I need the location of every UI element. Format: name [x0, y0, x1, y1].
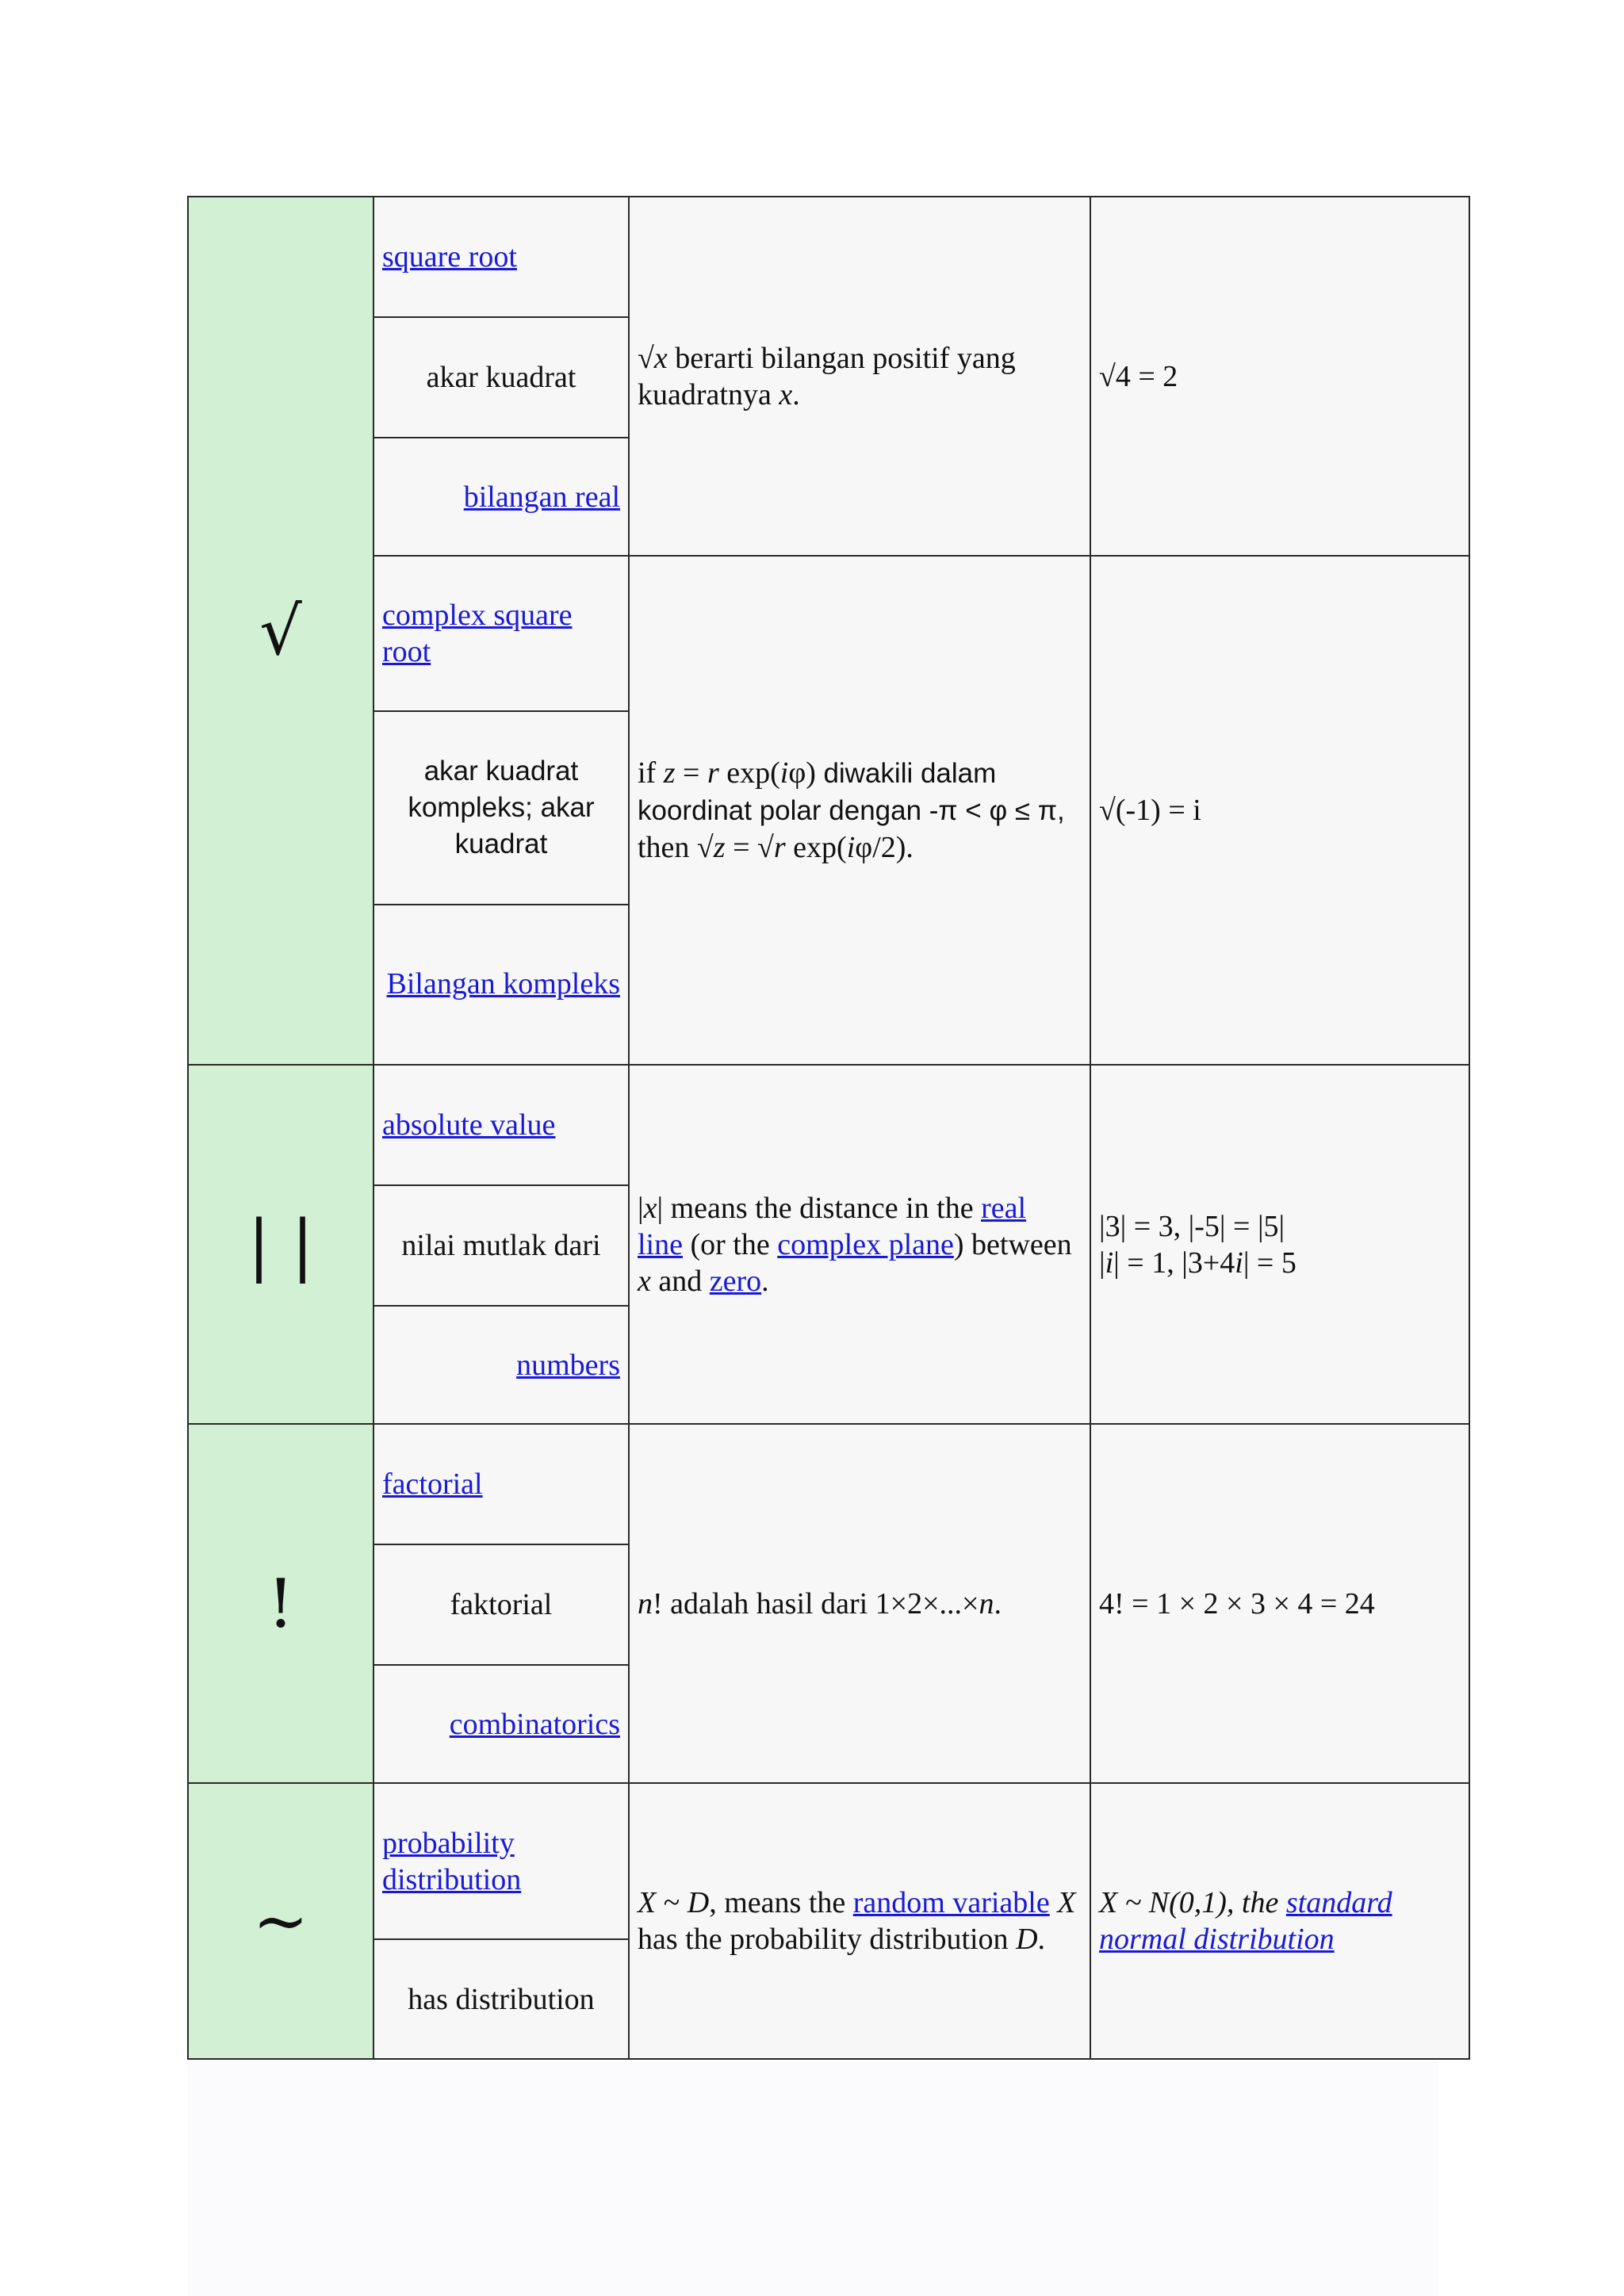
desc-var: z [713, 831, 726, 864]
names-cell [373, 1424, 629, 1783]
link-real-line[interactable]: real line [638, 1191, 1027, 1261]
desc-text: ~ [656, 1886, 688, 1919]
desc-text: exp( [718, 756, 780, 790]
link-numbers[interactable]: numbers [516, 1348, 620, 1382]
link-random-variable[interactable]: random variable [852, 1886, 1050, 1919]
desc-text: . [1037, 1923, 1046, 1956]
desc-var: r [773, 831, 786, 864]
desc-var: n [979, 1586, 994, 1621]
desc-text: then √ [638, 831, 714, 864]
link-factorial[interactable]: factorial [382, 1468, 483, 1501]
desc-text: ! adalah hasil dari 1×2×...× [653, 1586, 979, 1621]
link-square-root[interactable]: square root [382, 240, 517, 274]
indonesian-name-cell: akar kuadrat kompleks; akar kuadrat [374, 712, 628, 905]
desc-text: . [994, 1586, 1002, 1621]
example-var: i [1235, 1246, 1243, 1280]
example-line [1099, 1245, 1461, 1281]
example-text: | = 1, |3+4 [1113, 1246, 1235, 1280]
math-symbols-table [187, 196, 1470, 2060]
page-background [187, 2061, 1438, 2296]
desc-text: φ) [788, 756, 824, 790]
desc-text: . [761, 1264, 769, 1298]
desc-text: | [638, 1191, 644, 1225]
desc-text: if [638, 756, 664, 790]
table-row [188, 556, 1469, 1065]
names-cell [373, 1783, 629, 2059]
example-cell: √4 = 2 [1090, 197, 1469, 556]
desc-text: = [675, 756, 707, 790]
desc-var: i [846, 831, 856, 864]
desc-var: x [779, 377, 793, 411]
indonesian-name-cell: faktorial [374, 1545, 628, 1666]
english-name-cell [374, 1425, 628, 1545]
link-absolute-value[interactable]: absolute value [382, 1108, 556, 1142]
desc-text: = √ [725, 831, 774, 864]
example-text: X ~ N(0,1), the [1099, 1886, 1286, 1919]
category-cell [374, 1307, 628, 1423]
desc-text: has the probability distribution [638, 1923, 1017, 1956]
desc-text [1050, 1886, 1058, 1919]
example-var: i [1105, 1246, 1114, 1280]
category-cell [374, 438, 628, 555]
names-cell [373, 197, 629, 556]
symbol-cell-absolute: | | [188, 1065, 373, 1424]
desc-var: z [663, 756, 676, 790]
example-text: | [1099, 1246, 1105, 1280]
description-cell [629, 1424, 1090, 1783]
desc-text: φ/2). [855, 831, 914, 864]
example-cell [1090, 1065, 1469, 1424]
desc-var: x [638, 1264, 651, 1298]
link-combinatorics[interactable]: combinatorics [449, 1707, 620, 1741]
desc-var: D [687, 1886, 710, 1919]
desc-var: n [638, 1586, 653, 1621]
desc-text: berarti bilangan positif yang kuadratnya [638, 341, 1016, 411]
indonesian-name-cell: has distribution [408, 1982, 595, 2016]
category-cell [374, 905, 628, 1062]
names-cell [373, 1065, 629, 1424]
desc-var: r [707, 756, 719, 790]
category-cell [374, 1666, 628, 1782]
desc-text: diwakili dalam koordinat polar dengan -π < φ ≤ π, [638, 758, 1065, 826]
english-name-cell [374, 197, 628, 318]
english-name-cell [374, 1066, 628, 1186]
link-zero[interactable]: zero [709, 1264, 762, 1298]
desc-text: exp( [785, 831, 847, 864]
example-cell: √(-1) = i [1090, 556, 1469, 1065]
description-cell [629, 197, 1090, 556]
table-row [188, 1065, 1469, 1424]
link-complex-square-root[interactable]: complex square root [382, 599, 573, 668]
english-name-cell [374, 557, 628, 712]
desc-var: X [638, 1886, 657, 1919]
table-row [188, 1424, 1469, 1783]
symbol-cell-sqrt: √ [188, 197, 373, 1065]
example-cell [1090, 1783, 1469, 2059]
table-row [188, 1783, 1469, 2059]
example-cell: 4! = 1 × 2 × 3 × 4 = 24 [1090, 1424, 1469, 1783]
link-probability-distribution[interactable]: probability distribution [382, 1826, 522, 1896]
desc-var: i [779, 756, 789, 790]
desc-var: X [1057, 1886, 1076, 1919]
desc-text: and [650, 1264, 710, 1298]
table-row [188, 197, 1469, 556]
desc-text: , means the [709, 1886, 853, 1919]
desc-var: x [653, 341, 668, 375]
desc-text: √ [638, 341, 654, 375]
link-complex-plane[interactable]: complex plane [777, 1227, 954, 1261]
example-text: | = 5 [1243, 1246, 1297, 1280]
link-bilangan-real[interactable]: bilangan real [463, 480, 620, 514]
symbol-cell-factorial: ! [188, 1424, 373, 1783]
symbol-cell-tilde: ~ [188, 1783, 373, 2059]
desc-var: x [643, 1191, 657, 1225]
desc-text: ) between [953, 1227, 1072, 1261]
link-standard-normal-distribution[interactable]: standard normal distribution [1099, 1886, 1392, 1956]
description-cell [629, 556, 1090, 1065]
desc-text: (or the [682, 1227, 778, 1261]
names-cell [373, 556, 629, 1065]
desc-text: | means the distance in the [657, 1191, 982, 1225]
desc-var: D [1016, 1923, 1038, 1956]
indonesian-name-cell: akar kuadrat [374, 318, 628, 438]
description-cell [629, 1065, 1090, 1424]
description-cell [629, 1783, 1090, 2059]
indonesian-name-cell: nilai mutlak dari [374, 1186, 628, 1307]
example-line: |3| = 3, |-5| = |5| [1099, 1209, 1285, 1243]
english-name-cell [374, 1784, 628, 1940]
desc-text: . [792, 377, 800, 411]
link-bilangan-kompleks[interactable]: Bilangan kompleks [386, 967, 620, 1001]
